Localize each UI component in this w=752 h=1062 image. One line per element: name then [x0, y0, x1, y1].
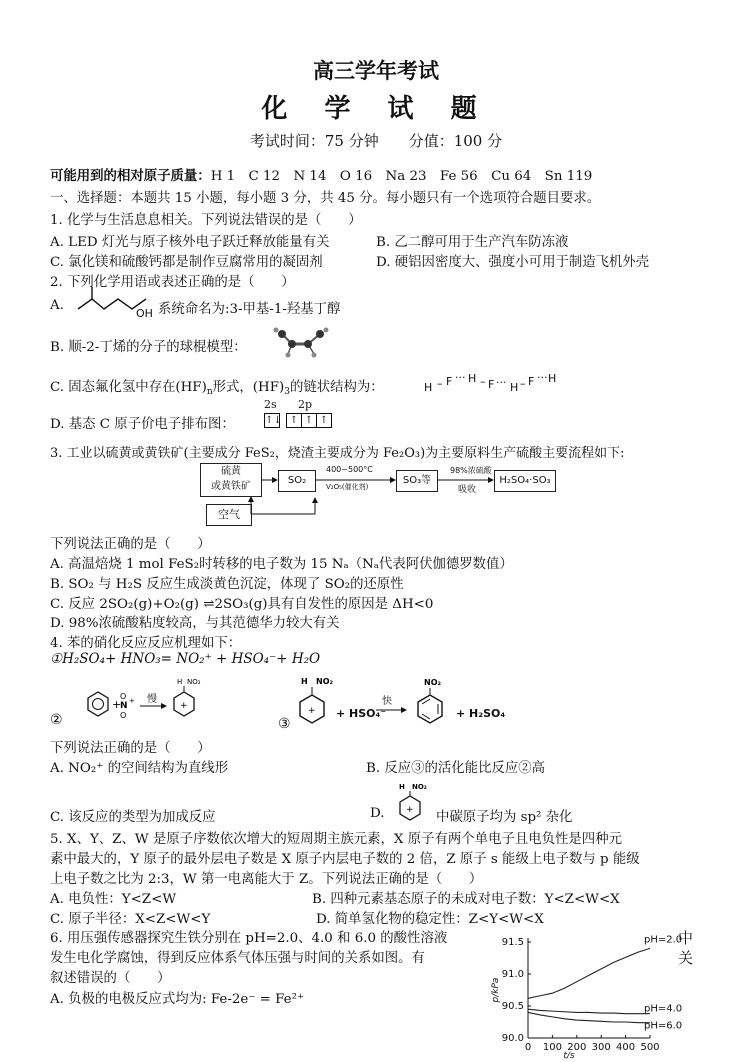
section-heading: 一、选择题：本题共 15 小题，每小题 3 分，共 45 分。每小题只有一个选项符合题目要求。	[50, 191, 601, 206]
q1-stem: 1. 化学与生活息息相关。下列说法错误的是（ ）	[50, 213, 362, 228]
hf-chain-structure: H – F ··· H – F ··· H – F ··· H	[424, 371, 557, 394]
hso4-ion: + HSO₄⁻	[336, 707, 387, 720]
q4-reaction-2-label: ②	[50, 712, 63, 728]
q1-option-c: C. 氯化镁和硫酸钙都是制作豆腐常用的凝固剂	[50, 255, 323, 270]
q4-option-b: B. 反应③的活化能比反应②高	[366, 761, 546, 776]
atomic-masses-label: 可能用到的相对原子质量：	[50, 169, 211, 184]
q5-option-c: C. 原子半径：X<Z<W<Y	[50, 912, 211, 927]
q2-option-a-label: A.	[50, 298, 64, 313]
series-line-pH-4-0	[528, 1009, 650, 1013]
flow-condition-acid: 98%浓硫酸	[450, 466, 492, 475]
hydrogen-atom	[274, 328, 279, 333]
x-tick-label: 200	[567, 1042, 587, 1053]
q4-prompt: 下列说法正确的是（ ）	[50, 741, 211, 756]
q5-option-b: B. 四种元素基态原子的未成对电子数：Y<Z<W<X	[312, 892, 620, 907]
y-axis-label: p/kPa	[491, 977, 501, 1003]
q2-stem: 2. 下列化学用语或表述正确的是（ ）	[50, 275, 295, 290]
school-title: 高三学年考试	[313, 58, 439, 83]
flow-condition-catalyst: V₂O₅(催化剂)	[326, 483, 369, 491]
x-tick-label: 100	[542, 1042, 562, 1053]
y-tick-label: 90.5	[501, 1001, 524, 1012]
q3-stem: 3. 工业以硫黄或黄铁矿(主要成分 FeS₂，烧渣主要成分为 Fe₂O₃)为主要原料生产硫酸主要流程如下:	[50, 446, 625, 461]
q6-stem-line1: 6. 用压强传感器探究生铁分别在 pH=2.0、4.0 和 6.0 的酸性溶液	[50, 931, 448, 946]
hydrogen-atom	[286, 353, 291, 358]
svg-text:NO₂: NO₂	[412, 783, 427, 791]
exam-info: 考试时间：75 分钟 分值：100 分	[249, 132, 503, 150]
flow-box-raw-material: 硫黄 或黄铁矿	[200, 463, 262, 497]
svg-text:NO₂: NO₂	[424, 678, 441, 687]
q2-option-c: C. 固态氟化氢中存在$(HF)_n$形式，$(HF)_3$的链状结构为：	[50, 380, 384, 397]
flow-arrows	[195, 458, 565, 530]
flow-condition-absorb: 吸收	[458, 485, 477, 495]
orbital-2s-box: ↑↓	[265, 415, 282, 426]
orbital-2p-label: 2p	[298, 398, 313, 411]
carbon-atom	[278, 330, 286, 338]
q3-option-d: D. 98%浓硫酸粘度较高，与其范德华力较大有关	[50, 616, 340, 631]
svg-text:NO₂: NO₂	[187, 678, 201, 686]
q6-stem-line3: 叙述错误的（ ）	[50, 971, 171, 986]
svg-text:+: +	[406, 805, 414, 815]
q1-option-b: B. 乙二醇可用于生产汽车防冻液	[376, 235, 569, 250]
q5-option-d: D. 简单氢化物的稳定性：Z<Y<W<X	[316, 912, 544, 927]
q1-option-a: A. LED 灯光与原子核外电子跃迁释放能量有关	[50, 235, 330, 250]
flow-box-so2: SO₂	[278, 470, 316, 492]
h2so4-product: + H₂SO₄	[456, 707, 506, 720]
q4-option-d-text: 中碳原子均为 sp² 杂化	[436, 810, 573, 825]
hydrogen-atom	[324, 328, 329, 333]
q4-reaction-3-label: ③	[278, 716, 291, 732]
carbon-atom	[288, 340, 296, 348]
reaction-2-arrow-label: 慢	[147, 694, 157, 705]
q4-option-a: A. NO₂⁺ 的空间结构为直线形	[50, 761, 229, 776]
q3-prompt: 下列说法正确的是（ ）	[50, 537, 211, 552]
x-tick-label: 0	[524, 1042, 532, 1053]
y-tick-label: 90.0	[501, 1033, 524, 1044]
series-line-pH-2-0	[528, 948, 650, 998]
svg-text:H: H	[301, 677, 308, 686]
q4-option-c: C. 该反应的类型为加成反应	[50, 810, 216, 825]
series-label: pH=6.0	[644, 1020, 683, 1032]
carbon-atom	[316, 330, 324, 338]
svg-text:O: O	[120, 711, 127, 720]
q6-side-text-2: 关	[678, 949, 694, 967]
svg-text:+: +	[129, 697, 135, 705]
q4-equation-1: ①H₂SO₄+ HNO₃= NO₂⁺ + HSO₄⁻+ H₂O	[50, 651, 321, 667]
orbital-2s-label: 2s	[264, 398, 277, 411]
q3-option-a: A. 高温焙烧 1 mol FeS₂时转移的电子数为 15 Nₐ（Nₐ代表阿伏伽德罗数值）	[50, 557, 513, 572]
svg-text:N: N	[120, 701, 128, 711]
q5-option-a: A. 电负性：Y<Z<W	[50, 892, 177, 907]
q6-option-a: A. 负极的电极反应式均为: Fe-2e⁻ = Fe²⁺	[50, 992, 305, 1007]
flow-condition-temp: 400~500°C	[326, 465, 373, 474]
q4-option-d-label: D.	[370, 806, 385, 821]
reaction-3-arrow-label: 快	[382, 696, 392, 707]
x-tick-label: 400	[616, 1042, 636, 1053]
flow-box-product: H₂SO₄·SO₃	[494, 470, 556, 492]
q3-option-b: B. SO₂ 与 H₂S 反应生成淡黄色沉淀，体现了 SO₂的还原性	[50, 577, 404, 592]
orbital-2p-box: ↑	[301, 413, 317, 428]
atomic-masses-values: H 1 C 12 N 14 O 16 Na 23 Fe 56 Cu 64 Sn 119	[210, 169, 593, 184]
svg-text:NO₂: NO₂	[316, 677, 333, 686]
q5-stem-line3: 上电子数之比为 2:3，W 第一电离能大于 Z。下列说法正确的是（ ）	[50, 872, 483, 887]
subject-title: 化 学 试 题	[261, 94, 491, 124]
x-axis-label: t/s	[563, 1051, 575, 1061]
orbital-2p-box: ↑	[286, 413, 302, 428]
y-tick-label: 91.5	[501, 937, 524, 948]
q3-option-c: C. 反应 2SO₂(g)+O₂(g) ⇌2SO₃(g)具有自发性的原因是 ΔH<0	[50, 597, 434, 612]
orbital-2p-box: ↑	[316, 413, 332, 428]
svg-text:H: H	[177, 678, 183, 686]
q6-side-text-1: 中	[678, 929, 694, 947]
series-label: pH=2.0	[644, 934, 683, 946]
ball-stick-model	[272, 326, 330, 360]
y-tick-label: 91.0	[501, 969, 524, 980]
svg-text:O: O	[120, 692, 127, 701]
flow-box-air: 空气	[206, 504, 252, 526]
flow-box-so3: SO₃等	[396, 470, 438, 492]
q5-stem-line2: 素中最大的，Y 原子的最外层电子数是 X 原子内层电子数的 2 倍，Z 原子 s 能级上电子数与 p 能级	[50, 852, 640, 867]
atomic-masses	[50, 165, 592, 184]
carbon-atom	[304, 340, 312, 348]
series-label: pH=4.0	[644, 1003, 683, 1015]
q2-option-b: B. 顺-2-丁烯的分子的球棍模型：	[50, 340, 247, 355]
svg-text:+: +	[180, 701, 188, 711]
q1-option-d: D. 硬铝因密度大、强度小可用于制造飞机外壳	[376, 255, 650, 270]
q2-option-a-text: 系统命名为:3-甲基-1-羟基丁醇	[158, 302, 341, 317]
arenium-ion-structure	[390, 780, 434, 824]
reaction-2-diagram	[74, 672, 214, 732]
q4-stem: 4. 苯的硝化反应反应机理如下：	[50, 636, 242, 651]
svg-text:H: H	[399, 783, 405, 791]
svg-text:+: +	[308, 706, 316, 716]
x-tick-label: 300	[591, 1042, 611, 1053]
pressure-time-chart	[488, 928, 683, 1062]
svg-text:+: +	[112, 698, 122, 711]
q6-stem-line2: 发生电化学腐蚀，得到反应体系气体压强与时间的关系如图。有	[50, 951, 425, 966]
benzene-ring	[88, 692, 108, 716]
hydrogen-atom	[312, 353, 317, 358]
q2-oh-label: OH	[136, 307, 153, 320]
x-tick-label: 500	[640, 1042, 660, 1053]
q5-stem-line1: 5. X、Y、Z、W 是原子序数依次增大的短周期主族元素，X 原子有两个单电子且电负性是四种元	[50, 832, 622, 847]
q2-option-d: D. 基态 C 原子价电子排布图：	[50, 417, 235, 432]
